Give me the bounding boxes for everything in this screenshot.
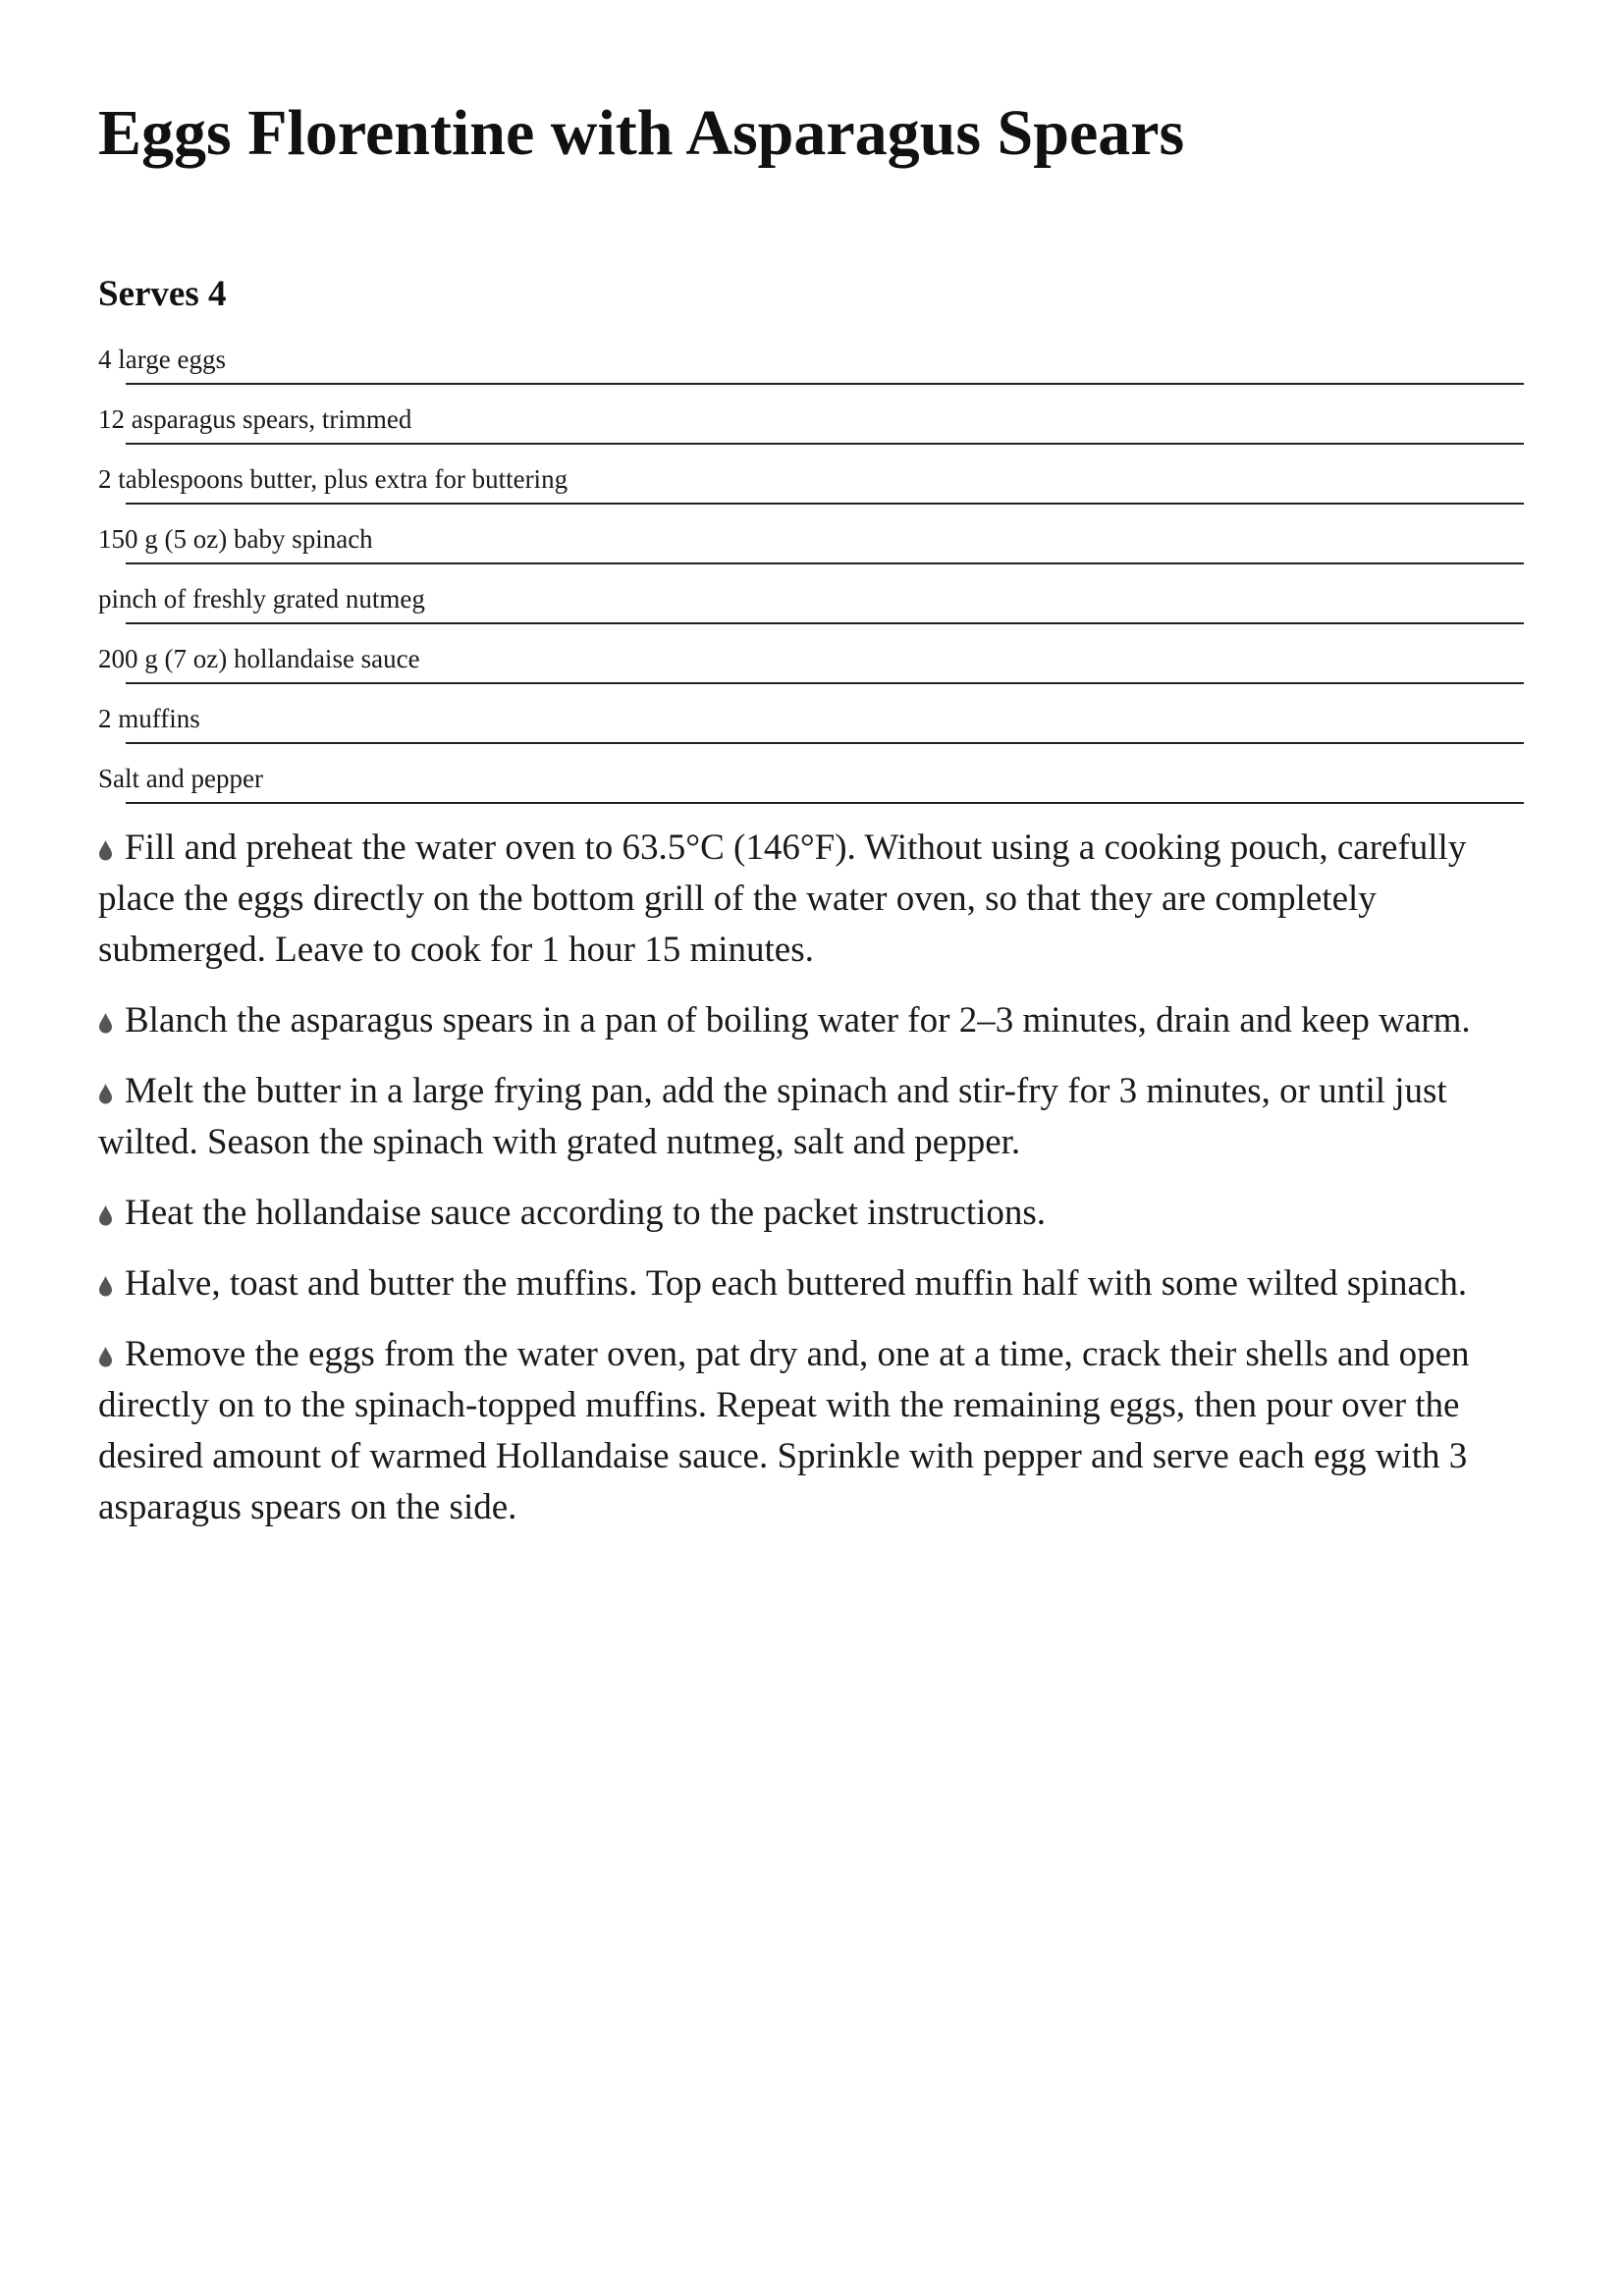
ingredient-rule [126,383,1524,385]
ingredient-text: pinch of freshly grated nutmeg [98,582,431,615]
ingredient-rule [126,802,1524,804]
method-step [98,1258,1524,1309]
method-step-text: Heat the hollandaise sauce according to the packet instructions. [125,1193,1047,1233]
ingredient-rule [126,682,1524,684]
ingredient-item [98,454,1524,513]
ingredient-item [98,573,1524,633]
ingredient-text: Salt and pepper [98,762,269,795]
method-step [98,823,1524,976]
ingredient-rule [126,443,1524,445]
ingredient-item [98,513,1524,573]
method-step [98,1329,1524,1533]
ingredient-list [98,334,1524,813]
ingredient-text: 2 muffins [98,702,206,735]
water-drop-icon [98,1204,113,1226]
method-steps [98,823,1524,1553]
ingredient-item [98,693,1524,753]
water-drop-icon [98,1275,113,1297]
recipe-title: Eggs Florentine with Asparagus Spears [98,97,1185,169]
method-step [98,995,1524,1046]
water-drop-icon [98,1012,113,1034]
ingredient-item [98,334,1524,394]
ingredient-text: 4 large eggs [98,343,232,376]
method-step-text: Remove the eggs from the water oven, pat dry and, one at a time, crack their shells and open directly on to the spinach-topped muffins. Repeat with the remaining eggs, then pour over the desired amount of warmed Hollandaise sauce. Sprinkle with pepper and serve each egg with 3 asparagus spears on the side. [98,1334,1470,1527]
ingredient-text: 200 g (7 oz) hollandaise sauce [98,642,426,675]
ingredient-item [98,753,1524,813]
method-step-text: Blanch the asparagus spears in a pan of boiling water for 2–3 minutes, drain and keep warm. [125,1000,1471,1041]
method-step [98,1188,1524,1239]
water-drop-icon [98,1346,113,1367]
method-step [98,1066,1524,1168]
ingredient-rule [126,503,1524,505]
ingredient-text: 150 g (5 oz) baby spinach [98,522,379,556]
method-step-text: Fill and preheat the water oven to 63.5°C (146°F). Without using a cooking pouch, carefully place the eggs directly on the bottom grill of the water oven, so that they are completely submerged. Leave to cook for 1 hour 15 minutes. [98,828,1467,970]
method-step-text: Halve, toast and butter the muffins. Top each buttered muffin half with some wilted spinach. [125,1263,1468,1304]
water-drop-icon [98,1083,113,1104]
ingredient-rule [126,742,1524,744]
ingredient-item [98,394,1524,454]
ingredient-text: 2 tablespoons butter, plus extra for buttering [98,462,573,496]
ingredient-item [98,633,1524,693]
method-step-text: Melt the butter in a large frying pan, add the spinach and stir-fry for 3 minutes, or until just wilted. Season the spinach with grated nutmeg, salt and pepper. [98,1071,1447,1162]
ingredient-rule [126,562,1524,564]
water-drop-icon [98,839,113,861]
serves-heading: Serves 4 [98,274,227,314]
ingredient-rule [126,622,1524,624]
ingredient-text: 12 asparagus spears, trimmed [98,402,417,436]
